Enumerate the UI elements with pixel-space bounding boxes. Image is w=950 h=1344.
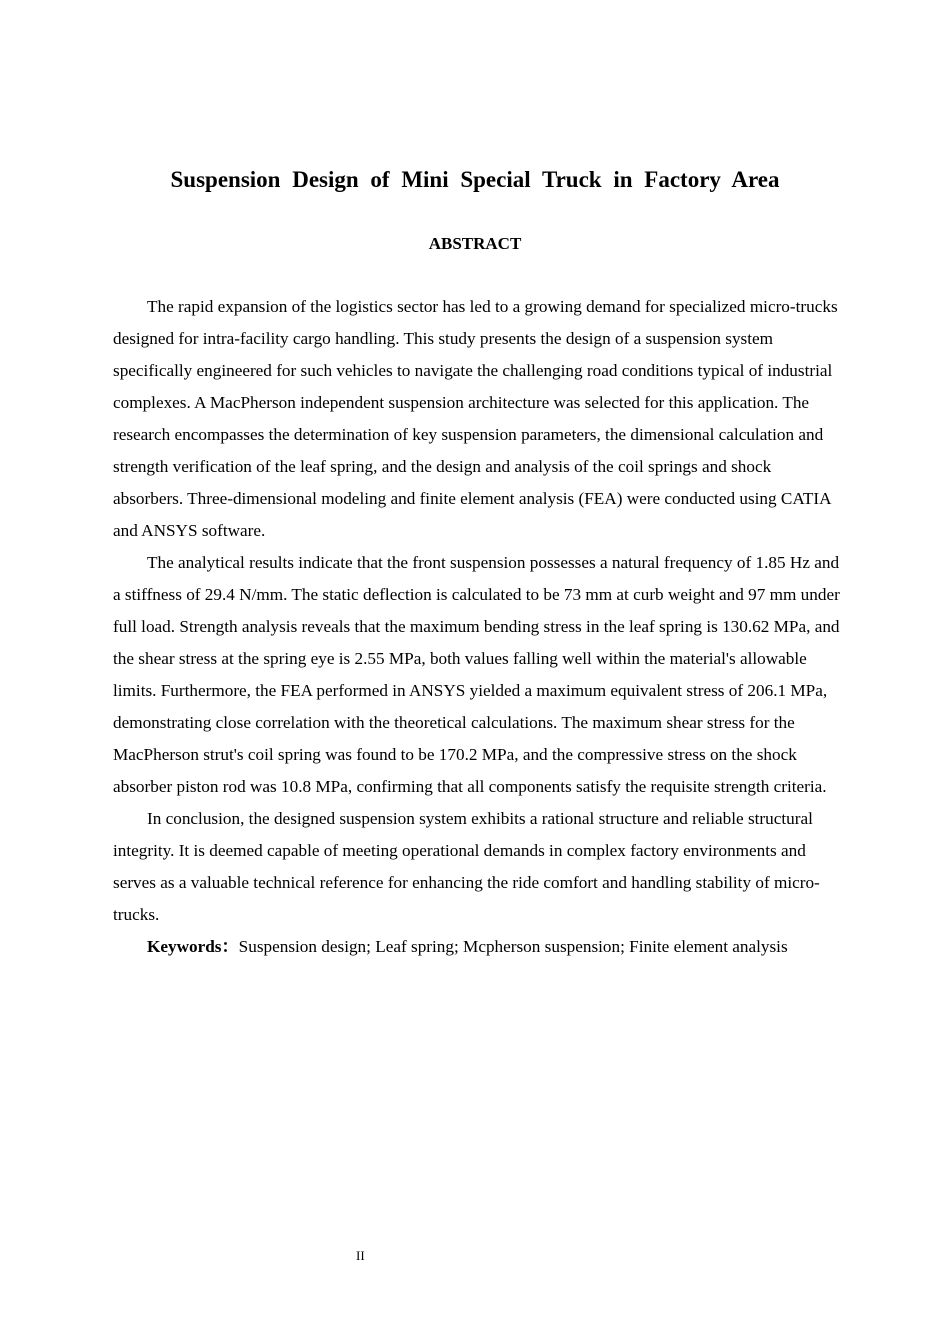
abstract-body xyxy=(113,291,841,963)
page-title: Suspension Design of Mini Special Truck in Factory Area xyxy=(170,167,780,192)
keywords-label: Keywords： xyxy=(147,937,239,956)
abstract-paragraph-1: The rapid expansion of the logistics sector has led to a growing demand for specialized micro-trucks designed for intra-facility cargo handling. This study presents the design of a suspension system specifically engineered for such vehicles to navigate the challenging road conditions typical of industrial complexes. A MacPherson independent suspension architecture was selected for this application. The research encompasses the determination of key suspension parameters, the dimensional calculation and strength verification of the leaf spring, and the design and analysis of the coil springs and shock absorbers. Three-dimensional modeling and finite element analysis (FEA) were conducted using CATIA and ANSYS software. xyxy=(113,297,838,540)
abstract-paragraph-3: In conclusion, the designed suspension system exhibits a rational structure and reliable structural integrity. It is deemed capable of meeting operational demands in complex factory environments and serves as a valuable technical reference for enhancing the ride comfort and handling stability of micro-trucks. xyxy=(113,809,820,924)
abstract-heading: ABSTRACT xyxy=(428,234,522,253)
keywords-line xyxy=(113,931,827,963)
keywords-text: Suspension design; Leaf spring; Mcpherson suspension; Finite element analysis xyxy=(238,937,788,956)
page-number: II xyxy=(356,1248,365,1263)
abstract-paragraph-2: The analytical results indicate that the front suspension possesses a natural frequency of 1.85 Hz and a stiffness of 29.4 N/mm. The static deflection is calculated to be 73 mm at curb weight and 97 mm under full load. Strength analysis reveals that the maximum bending stress in the leaf spring is 130.62 MPa, and the shear stress at the spring eye is 2.55 MPa, both values falling well within the material's allowable limits. Furthermore, the FEA performed in ANSYS yielded a maximum equivalent stress of 206.1 MPa, demonstrating close correlation with the theoretical calculations. The maximum shear stress for the MacPherson strut's coil spring was found to be 170.2 MPa, and the compressive stress on the shock absorber piston rod was 10.8 MPa, confirming that all components satisfy the requisite strength criteria. xyxy=(113,553,840,796)
